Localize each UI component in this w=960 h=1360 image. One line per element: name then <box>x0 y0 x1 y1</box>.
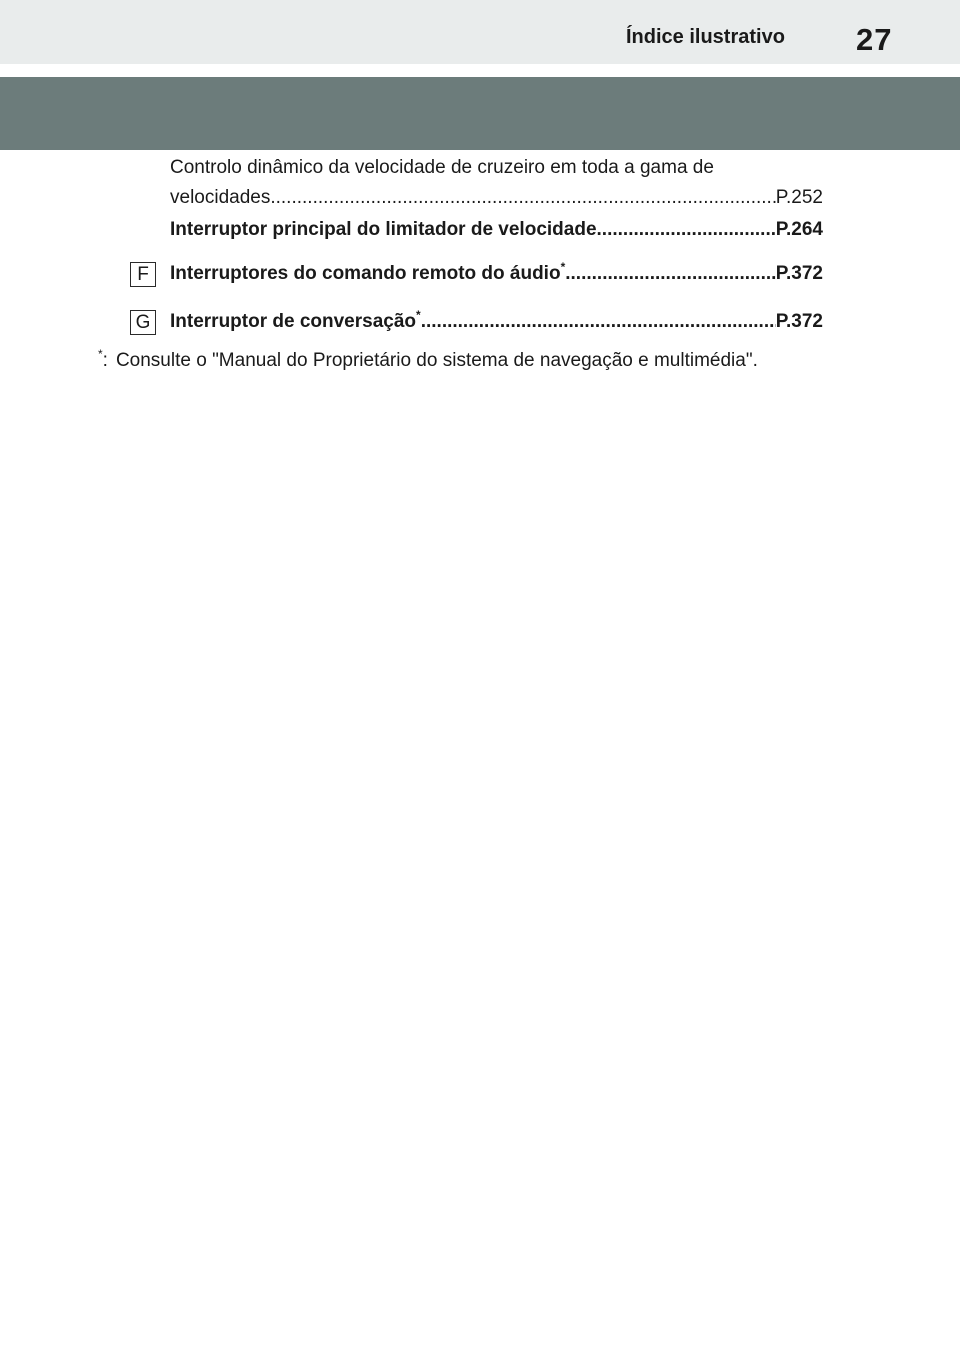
callout-label-g: G <box>130 310 156 335</box>
dot-leader <box>270 183 775 213</box>
entry-text: Controlo dinâmico da velocidade de cruzeiro em toda a gama de <box>170 157 714 178</box>
footnote-marker: * <box>560 260 566 274</box>
footnote-separator: : <box>102 350 108 371</box>
entry-second-line <box>170 183 823 213</box>
dot-leader <box>421 307 776 337</box>
entry-text: Interruptores do comando remoto do áudio <box>170 263 561 284</box>
footnote-marker: * <box>416 308 421 322</box>
dot-leader <box>565 259 776 289</box>
section-title: Índice ilustrativo <box>626 26 785 48</box>
page-reference-link[interactable]: P.264 <box>775 219 823 240</box>
page-number: 27 <box>856 22 893 57</box>
callout-label-f: F <box>130 262 156 287</box>
entry-text-wrapper <box>170 259 565 289</box>
dot-leader <box>597 215 776 245</box>
footnote <box>98 346 758 376</box>
index-entry <box>170 259 823 289</box>
footnote-text: Consulte o "Manual do Proprietário do sistema de navegação e multimédia". <box>115 350 758 371</box>
footnote-mark: * <box>98 347 103 361</box>
page-reference-link[interactable]: P.372 <box>775 263 823 284</box>
entry-line <box>170 307 823 337</box>
index-entry <box>170 307 823 337</box>
entry-text: Interruptor de conversação <box>170 311 417 332</box>
page-reference-link[interactable]: P.372 <box>775 311 823 332</box>
entry-text: Interruptor principal do limitador de velocidade <box>170 219 597 240</box>
entry-line <box>170 215 823 245</box>
page-header <box>0 0 960 64</box>
page-reference-link[interactable]: P.252 <box>775 187 823 208</box>
entry-first-line <box>170 153 823 183</box>
section-banner <box>0 77 960 150</box>
index-entry <box>170 153 823 213</box>
entry-text-continued: velocidades <box>170 187 271 208</box>
entry-line <box>170 259 823 289</box>
entry-text-wrapper <box>170 307 421 337</box>
index-entry <box>170 215 823 245</box>
